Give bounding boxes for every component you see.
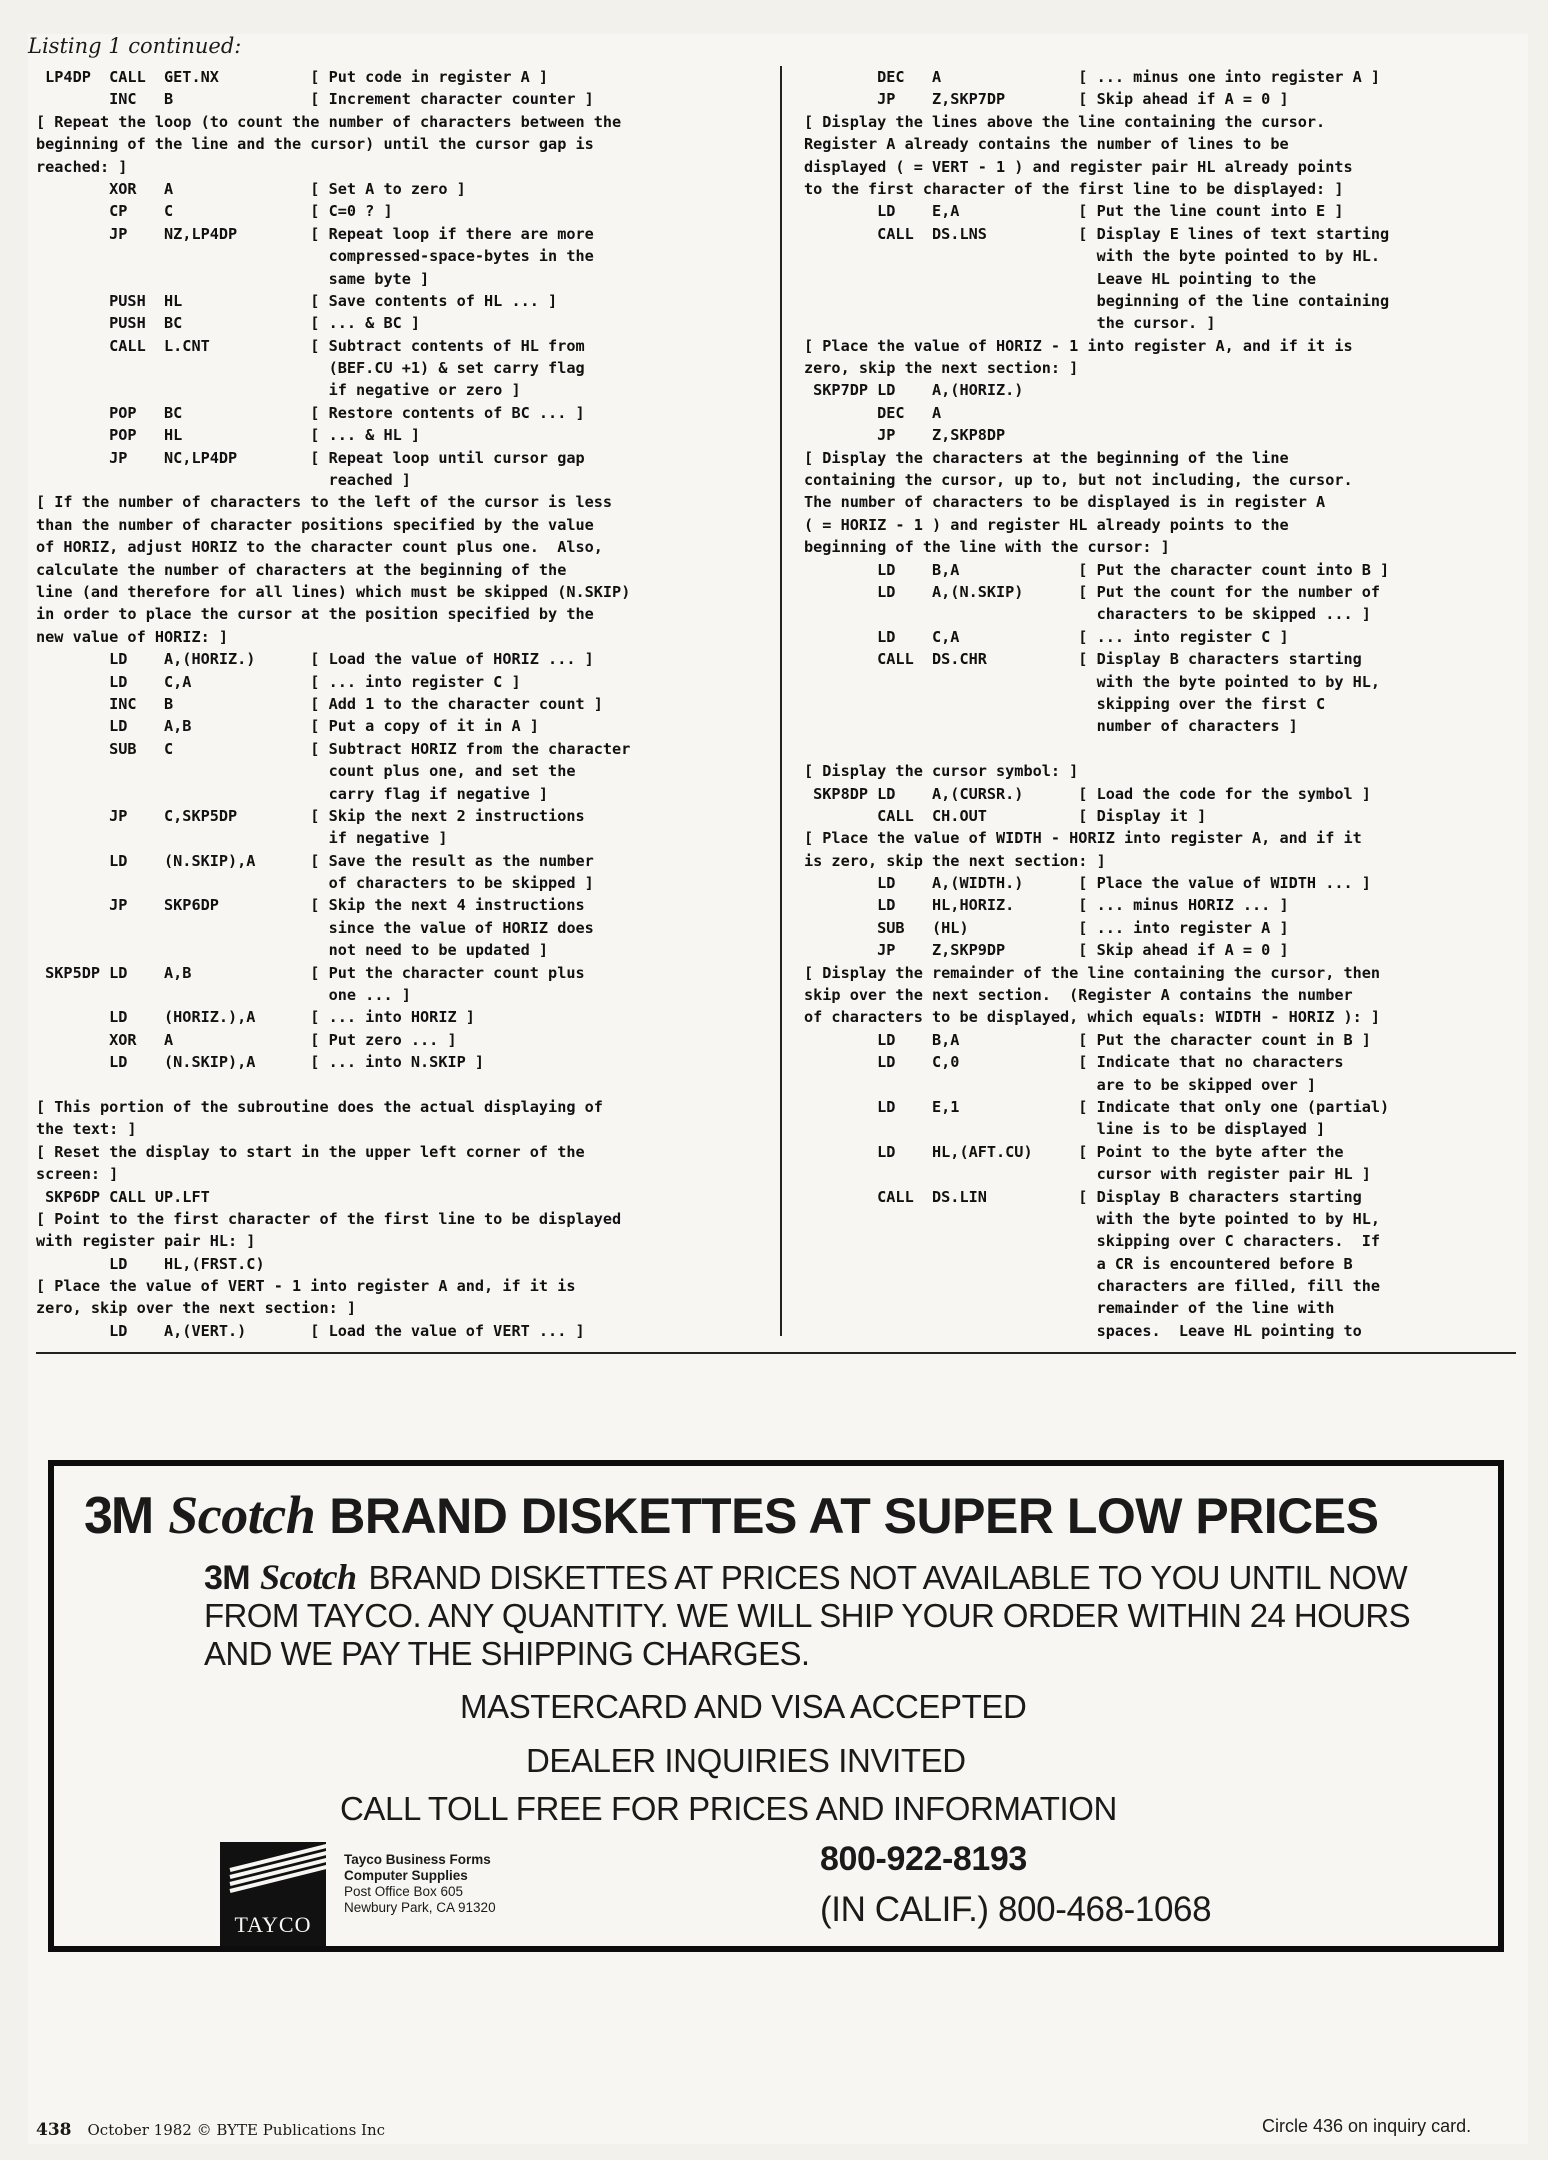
ad-3m-logo-small: 3M [204, 1559, 251, 1597]
code-line: CALL DS.CHR [ Display B characters starting [804, 650, 1362, 669]
code-line: new value of HORIZ: ] [36, 627, 229, 646]
address-line-3: Post Office Box 605 [344, 1884, 464, 1899]
code-line: LD C,0 [ Indicate that no characters [804, 1053, 1344, 1072]
code-line: CALL L.CNT [ Subtract contents of HL from [36, 336, 585, 355]
code-line: remainder of the line with [804, 1299, 1335, 1318]
code-line [36, 1074, 766, 1096]
code-line: LD C,A [ ... into register C ] [36, 672, 521, 691]
inquiry-note: Circle 436 on inquiry card. [1262, 2116, 1472, 2136]
code-line: [ This portion of the subroutine does the actual displaying of [36, 1097, 603, 1116]
code-line: line is to be displayed ] [804, 1120, 1326, 1139]
code-line: LD (HORIZ.),A [ ... into HORIZ ] [36, 1008, 475, 1027]
code-line: spaces. Leave HL pointing to [804, 1321, 1362, 1340]
code-line: than the number of character positions specified by the value [36, 515, 594, 534]
code-line: JP Z,SKP8DP [804, 426, 1006, 445]
code-line: [ Display the cursor symbol: ] [804, 762, 1079, 781]
code-line: one ... ] [36, 986, 411, 1005]
address-line-1: Tayco Business Forms [344, 1852, 491, 1867]
page-footer-left [36, 2120, 385, 2140]
code-line: screen: ] [36, 1165, 119, 1184]
code-line: zero, skip the next section: ] [804, 359, 1079, 378]
code-column-left [36, 66, 766, 1342]
ad-payment-line: MASTERCARD AND VISA ACCEPTED [460, 1688, 1027, 1725]
code-line: INC B [ Increment character counter ] [36, 90, 594, 109]
code-line: with the byte pointed to by HL, [804, 672, 1381, 691]
code-line: [ If the number of characters to the left of the cursor is less [36, 493, 613, 512]
code-line: if negative or zero ] [36, 381, 521, 400]
ad-phone-number: 800-922-8193 [820, 1840, 1027, 1878]
code-line: [ Display the characters at the beginning of the line [804, 448, 1289, 467]
code-line: POP BC [ Restore contents of BC ... ] [36, 403, 585, 422]
code-line: CALL CH.OUT [ Display it ] [804, 806, 1207, 825]
code-line: beginning of the line containing [804, 291, 1390, 310]
ad-dealer-line: DEALER INQUIRIES INVITED [526, 1742, 966, 1779]
code-line: [ Display the lines above the line containing the cursor. [804, 112, 1326, 131]
code-line: Register A already contains the number of lines to be [804, 135, 1289, 154]
code-line: LD A,(N.SKIP) [ Put the count for the number of [804, 582, 1381, 601]
code-line: JP NZ,LP4DP [ Repeat loop if there are more [36, 224, 594, 243]
code-line: containing the cursor, up to, but not including, the cursor. [804, 471, 1353, 490]
ad-calif-phone: (IN CALIF.) 800-468-1068 [820, 1890, 1212, 1929]
ad-headline [84, 1484, 1474, 1546]
code-line: POP HL [ ... & HL ] [36, 426, 421, 445]
code-column-right [804, 66, 1524, 1342]
code-line: skipping over C characters. If [804, 1232, 1381, 1251]
code-line: PUSH HL [ Save contents of HL ... ] [36, 291, 558, 310]
code-line: calculate the number of characters at the beginning of the [36, 560, 567, 579]
code-line: is zero, skip the next section: ] [804, 851, 1106, 870]
code-line: characters to be skipped ... ] [804, 605, 1371, 624]
code-line: to the first character of the first line to be displayed: ] [804, 179, 1344, 198]
code-line: [ Reset the display to start in the upper left corner of the [36, 1142, 585, 1161]
tayco-logo [220, 1842, 326, 1946]
page-number: 438 [36, 2120, 72, 2140]
code-line: LD E,A [ Put the line count into E ] [804, 202, 1344, 221]
code-line: LD A,(HORIZ.) [ Load the value of HORIZ ... ] [36, 650, 594, 669]
code-line: are to be skipped over ] [804, 1075, 1317, 1094]
code-line: INC B [ Add 1 to the character count ] [36, 694, 603, 713]
code-line: [ Point to the first character of the first line to be displayed [36, 1209, 622, 1228]
code-line: displayed ( = VERT - 1 ) and register pair HL already points [804, 157, 1353, 176]
code-line: in order to place the cursor at the position specified by the [36, 605, 594, 624]
code-line: XOR A [ Put zero ... ] [36, 1030, 457, 1049]
code-line: (BEF.CU +1) & set carry flag [36, 359, 585, 378]
code-line: compressed-space-bytes in the [36, 247, 594, 266]
code-line: [ Place the value of VERT - 1 into register A and, if it is [36, 1277, 576, 1296]
code-line: JP Z,SKP7DP [ Skip ahead if A = 0 ] [804, 90, 1289, 109]
code-line: LD (N.SKIP),A [ ... into N.SKIP ] [36, 1053, 485, 1072]
listing-heading: Listing 1 continued: [28, 34, 242, 58]
code-line: the text: ] [36, 1120, 137, 1139]
code-line: with the byte pointed to by HL. [804, 247, 1381, 266]
ad-3m-logo: 3M [84, 1487, 153, 1545]
code-line: LD HL,HORIZ. [ ... minus HORIZ ... ] [804, 896, 1289, 915]
code-line: skipping over the first C [804, 694, 1326, 713]
code-line: SKP6DP CALL UP.LFT [36, 1187, 210, 1206]
code-line: JP SKP6DP [ Skip the next 4 instructions [36, 896, 585, 915]
code-line: a CR is encountered before B [804, 1254, 1353, 1273]
code-line: DEC A [ ... minus one into register A ] [804, 68, 1381, 86]
code-line: zero, skip over the next section: ] [36, 1299, 357, 1318]
code-line: line (and therefore for all lines) which must be skipped (N.SKIP) [36, 582, 631, 601]
code-line: LD HL,(AFT.CU) [ Point to the byte after the [804, 1142, 1344, 1161]
code-line: JP Z,SKP9DP [ Skip ahead if A = 0 ] [804, 941, 1289, 960]
tayco-address [344, 1852, 604, 1916]
code-line: LD B,A [ Put the character count in B ] [804, 1030, 1371, 1049]
code-line: if negative ] [36, 829, 448, 848]
code-line: PUSH BC [ ... & BC ] [36, 314, 421, 333]
code-line: ( = HORIZ - 1 ) and register HL already points to the [804, 515, 1289, 534]
code-line: LD A,(WIDTH.) [ Place the value of WIDTH ... ] [804, 874, 1371, 893]
code-line: number of characters ] [804, 717, 1298, 736]
code-line: DEC A [804, 403, 942, 422]
code-line: JP C,SKP5DP [ Skip the next 2 instructions [36, 806, 585, 825]
code-line: with register pair HL: ] [36, 1232, 256, 1251]
ad-scotch-logo-small: Scotch [260, 1557, 357, 1597]
code-line: LD HL,(FRST.C) [36, 1254, 265, 1273]
code-line: carry flag if negative ] [36, 784, 549, 803]
code-line: Leave HL pointing to the [804, 269, 1317, 288]
code-line: beginning of the line with the cursor: ] [804, 538, 1170, 557]
code-line: LD C,A [ ... into register C ] [804, 627, 1289, 646]
code-line: same byte ] [36, 269, 430, 288]
issue-credit: October 1982 © BYTE Publications Inc [87, 2121, 386, 2139]
section-rule [36, 1352, 1516, 1354]
code-line [804, 738, 1524, 760]
code-line: SKP8DP LD A,(CURSR.) [ Load the code for the symbol ] [804, 784, 1371, 803]
tayco-advertisement [48, 1460, 1504, 1952]
code-line: XOR A [ Set A to zero ] [36, 179, 466, 198]
code-line: LD (N.SKIP),A [ Save the result as the number [36, 851, 594, 870]
code-line: not need to be updated ] [36, 941, 549, 960]
code-line: [ Repeat the loop (to count the number of characters between the [36, 112, 622, 131]
code-line: of HORIZ, adjust HORIZ to the character count plus one. Also, [36, 538, 603, 557]
ad-scotch-logo: Scotch [168, 1485, 316, 1545]
code-line: SUB C [ Subtract HORIZ from the character [36, 739, 631, 758]
code-line: with the byte pointed to by HL, [804, 1209, 1381, 1228]
code-line: count plus one, and set the [36, 762, 576, 781]
code-line: LD A,B [ Put a copy of it in A ] [36, 717, 539, 736]
code-line: LD B,A [ Put the character count into B ] [804, 560, 1390, 579]
ad-headline-text: BRAND DISKETTES AT SUPER LOW PRICES [329, 1488, 1379, 1544]
code-line: cursor with register pair HL ] [804, 1165, 1371, 1184]
code-line: LD E,1 [ Indicate that only one (partial) [804, 1097, 1390, 1116]
code-line: reached ] [36, 471, 411, 490]
code-line: since the value of HORIZ does [36, 918, 594, 937]
code-line: SKP7DP LD A,(HORIZ.) [804, 381, 1024, 400]
code-line: CALL DS.LNS [ Display E lines of text starting [804, 224, 1390, 243]
address-line-2: Computer Supplies [344, 1868, 468, 1883]
code-line: [ Place the value of WIDTH - HORIZ into register A, and if it [804, 829, 1362, 848]
code-line: beginning of the line and the cursor) until the cursor gap is [36, 135, 594, 154]
code-line: [ Place the value of HORIZ - 1 into register A, and if it is [804, 336, 1353, 355]
code-line: characters are filled, fill the [804, 1277, 1381, 1296]
code-line: JP NC,LP4DP [ Repeat loop until cursor gap [36, 448, 585, 467]
code-line: CALL DS.LIN [ Display B characters starting [804, 1187, 1362, 1206]
code-line: of characters to be displayed, which equals: WIDTH - HORIZ ): ] [804, 1008, 1381, 1027]
code-line: LP4DP CALL GET.NX [ Put code in register A ] [36, 68, 549, 86]
code-line: The number of characters to be displayed is in register A [804, 493, 1326, 512]
code-line: the cursor. ] [804, 314, 1216, 333]
ad-sub-text: BRAND DISKETTES AT PRICES NOT AVAILABLE TO YOU UNTIL NOW FROM TAYCO. ANY QUANTITY. WE WILL SHIP YOUR ORDER WITHIN 24 HOURS AND WE PAY THE SHIPPING CHARGES. [204, 1559, 1411, 1672]
code-line: LD A,(VERT.) [ Load the value of VERT ... ] [36, 1321, 585, 1340]
code-line: SKP5DP LD A,B [ Put the character count plus [36, 963, 585, 982]
code-line: of characters to be skipped ] [36, 874, 594, 893]
code-line: skip over the next section. (Register A contains the number [804, 986, 1353, 1005]
tayco-logo-word: TAYCO [234, 1912, 312, 1937]
code-line: CP C [ C=0 ? ] [36, 202, 393, 221]
ad-subheadline [204, 1558, 1424, 1673]
code-line: SUB (HL) [ ... into register A ] [804, 918, 1289, 937]
ad-call-line: CALL TOLL FREE FOR PRICES AND INFORMATION [340, 1790, 1117, 1827]
address-line-4: Newbury Park, CA 91320 [344, 1900, 496, 1915]
column-divider [780, 66, 782, 1336]
code-line: reached: ] [36, 157, 128, 176]
code-line: [ Display the remainder of the line containing the cursor, then [804, 963, 1381, 982]
